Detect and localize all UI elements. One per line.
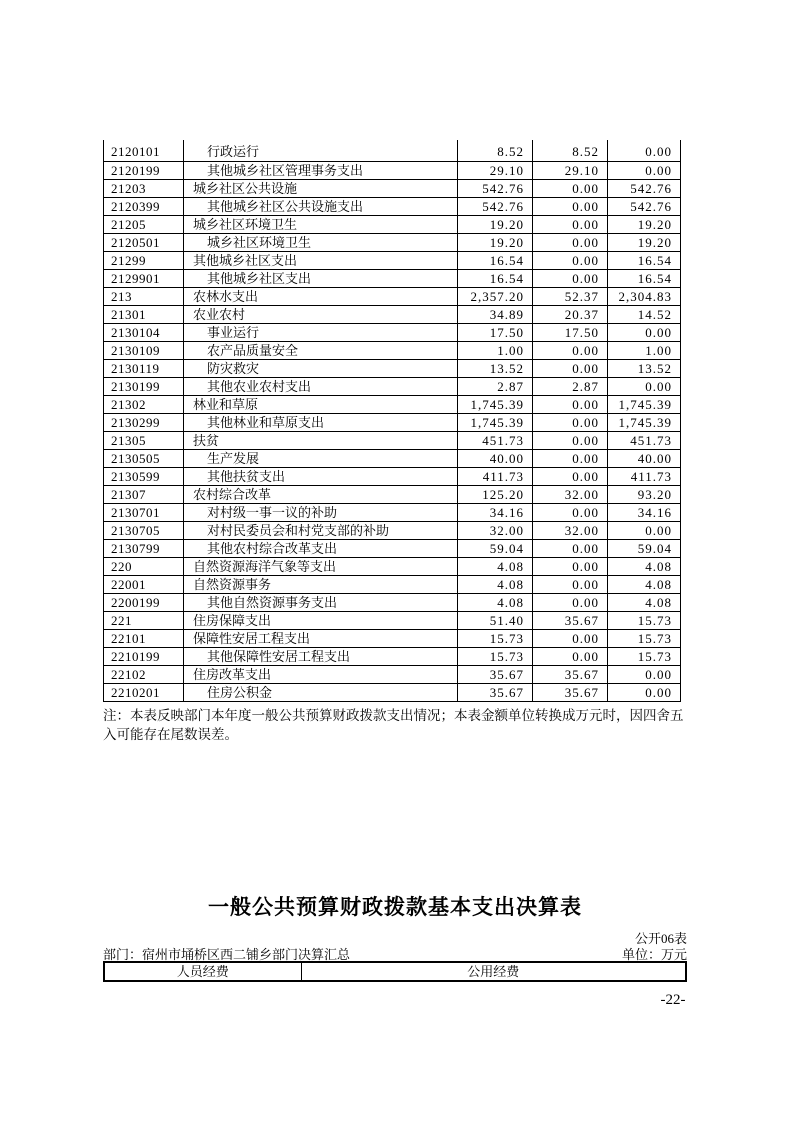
budget-code: 2129901 xyxy=(104,270,184,288)
amount-col1: 542.76 xyxy=(458,198,533,216)
amount-col2: 0.00 xyxy=(533,648,608,666)
budget-code: 2130799 xyxy=(104,540,184,558)
table-note: 注：本表反映部门本年度一般公共预算财政拨款支出情况；本表金额单位转换成万元时，因四舍五入可能存在尾数误差。 xyxy=(103,708,684,742)
table-row xyxy=(104,504,681,522)
amount-col2: 0.00 xyxy=(533,450,608,468)
amount-col1: 8.52 xyxy=(458,140,533,162)
budget-item-name: 住房改革支出 xyxy=(184,666,458,684)
amount-col3: 4.08 xyxy=(608,576,681,594)
budget-item-name: 农业农村 xyxy=(184,306,458,324)
table-row xyxy=(104,558,681,576)
amount-col1: 15.73 xyxy=(458,630,533,648)
budget-item-name: 其他城乡社区公共设施支出 xyxy=(184,198,458,216)
amount-col1: 19.20 xyxy=(458,216,533,234)
amount-col2: 2.87 xyxy=(533,378,608,396)
amount-col1: 19.20 xyxy=(458,234,533,252)
header-personnel-funds: 人员经费 xyxy=(104,962,301,981)
budget-table-body xyxy=(104,140,681,702)
table-row xyxy=(104,522,681,540)
amount-col2: 0.00 xyxy=(533,180,608,198)
budget-code: 21203 xyxy=(104,180,184,198)
table-row xyxy=(104,594,681,612)
amount-col3: 19.20 xyxy=(608,234,681,252)
amount-col1: 17.50 xyxy=(458,324,533,342)
amount-col1: 1.00 xyxy=(458,342,533,360)
budget-code: 22102 xyxy=(104,666,184,684)
amount-col2: 17.50 xyxy=(533,324,608,342)
amount-col1: 59.04 xyxy=(458,540,533,558)
amount-col1: 542.76 xyxy=(458,180,533,198)
budget-item-name: 住房保障支出 xyxy=(184,612,458,630)
amount-col2: 32.00 xyxy=(533,522,608,540)
amount-col2: 0.00 xyxy=(533,216,608,234)
amount-col3: 15.73 xyxy=(608,648,681,666)
amount-col3: 0.00 xyxy=(608,684,681,702)
table-row xyxy=(104,468,681,486)
header-public-funds: 公用经费 xyxy=(301,962,686,981)
table-row xyxy=(104,684,681,702)
budget-code: 21205 xyxy=(104,216,184,234)
amount-col1: 4.08 xyxy=(458,576,533,594)
amount-col3: 451.73 xyxy=(608,432,681,450)
amount-col2: 52.37 xyxy=(533,288,608,306)
amount-col3: 1.00 xyxy=(608,342,681,360)
budget-code: 2130299 xyxy=(104,414,184,432)
table-code-label: 公开06表 xyxy=(634,931,687,946)
budget-code: 2130705 xyxy=(104,522,184,540)
table-row xyxy=(104,396,681,414)
budget-item-name: 事业运行 xyxy=(184,324,458,342)
table-row xyxy=(104,324,681,342)
amount-col1: 411.73 xyxy=(458,468,533,486)
table-row xyxy=(104,630,681,648)
budget-code: 2130119 xyxy=(104,360,184,378)
budget-item-name: 其他扶贫支出 xyxy=(184,468,458,486)
table-row xyxy=(104,540,681,558)
table-row xyxy=(104,450,681,468)
budget-code: 220 xyxy=(104,558,184,576)
table-row xyxy=(104,252,681,270)
header-row xyxy=(104,962,686,981)
amount-col1: 35.67 xyxy=(458,666,533,684)
budget-item-name: 自然资源海洋气象等支出 xyxy=(184,558,458,576)
table-row xyxy=(104,432,681,450)
amount-col1: 125.20 xyxy=(458,486,533,504)
amount-col1: 451.73 xyxy=(458,432,533,450)
amount-col2: 0.00 xyxy=(533,504,608,522)
amount-col3: 0.00 xyxy=(608,522,681,540)
amount-col2: 35.67 xyxy=(533,684,608,702)
amount-col2: 0.00 xyxy=(533,594,608,612)
amount-col2: 0.00 xyxy=(533,396,608,414)
budget-item-name: 其他自然资源事务支出 xyxy=(184,594,458,612)
amount-col1: 35.67 xyxy=(458,684,533,702)
amount-col3: 0.00 xyxy=(608,378,681,396)
budget-item-name: 其他城乡社区管理事务支出 xyxy=(184,162,458,180)
amount-col1: 32.00 xyxy=(458,522,533,540)
table-row xyxy=(104,576,681,594)
amount-col1: 15.73 xyxy=(458,648,533,666)
amount-col2: 20.37 xyxy=(533,306,608,324)
budget-item-name: 城乡社区环境卫生 xyxy=(184,216,458,234)
amount-col3: 0.00 xyxy=(608,162,681,180)
amount-col2: 0.00 xyxy=(533,432,608,450)
table-row xyxy=(104,216,681,234)
table-row xyxy=(104,360,681,378)
amount-col2: 32.00 xyxy=(533,486,608,504)
amount-col3: 14.52 xyxy=(608,306,681,324)
budget-item-name: 住房公积金 xyxy=(184,684,458,702)
budget-code: 213 xyxy=(104,288,184,306)
budget-code: 21302 xyxy=(104,396,184,414)
amount-col3: 16.54 xyxy=(608,270,681,288)
amount-col1: 1,745.39 xyxy=(458,414,533,432)
page-number: -22- xyxy=(660,992,686,1008)
budget-item-name: 保障性安居工程支出 xyxy=(184,630,458,648)
budget-item-name: 对村民委员会和村党支部的补助 xyxy=(184,522,458,540)
table-row xyxy=(104,140,681,162)
budget-code: 221 xyxy=(104,612,184,630)
budget-code: 21299 xyxy=(104,252,184,270)
budget-code: 2200199 xyxy=(104,594,184,612)
amount-col1: 29.10 xyxy=(458,162,533,180)
table-row xyxy=(104,306,681,324)
budget-item-name: 对村级一事一议的补助 xyxy=(184,504,458,522)
budget-item-name: 防灾救灾 xyxy=(184,360,458,378)
budget-item-name: 其他林业和草原支出 xyxy=(184,414,458,432)
budget-code: 21305 xyxy=(104,432,184,450)
amount-col2: 0.00 xyxy=(533,234,608,252)
budget-item-name: 城乡社区公共设施 xyxy=(184,180,458,198)
budget-code: 2210201 xyxy=(104,684,184,702)
table-row xyxy=(104,270,681,288)
amount-col2: 8.52 xyxy=(533,140,608,162)
budget-item-name: 林业和草原 xyxy=(184,396,458,414)
amount-col1: 16.54 xyxy=(458,270,533,288)
amount-col2: 0.00 xyxy=(533,540,608,558)
budget-item-name: 农村综合改革 xyxy=(184,486,458,504)
amount-col2: 0.00 xyxy=(533,576,608,594)
amount-col1: 4.08 xyxy=(458,594,533,612)
amount-col1: 34.89 xyxy=(458,306,533,324)
amount-col3: 2,304.83 xyxy=(608,288,681,306)
amount-col2: 0.00 xyxy=(533,252,608,270)
amount-col1: 40.00 xyxy=(458,450,533,468)
amount-col2: 29.10 xyxy=(533,162,608,180)
budget-code: 2130701 xyxy=(104,504,184,522)
unit-label: 单位：万元 xyxy=(621,947,687,962)
amount-col2: 0.00 xyxy=(533,558,608,576)
amount-col3: 93.20 xyxy=(608,486,681,504)
amount-col3: 19.20 xyxy=(608,216,681,234)
amount-col3: 0.00 xyxy=(608,666,681,684)
amount-col3: 1,745.39 xyxy=(608,396,681,414)
budget-item-name: 农林水支出 xyxy=(184,288,458,306)
amount-col1: 2,357.20 xyxy=(458,288,533,306)
table-row xyxy=(104,378,681,396)
amount-col1: 1,745.39 xyxy=(458,396,533,414)
budget-code: 21301 xyxy=(104,306,184,324)
amount-col1: 16.54 xyxy=(458,252,533,270)
amount-col2: 0.00 xyxy=(533,198,608,216)
table-row xyxy=(104,162,681,180)
amount-col2: 0.00 xyxy=(533,468,608,486)
amount-col1: 13.52 xyxy=(458,360,533,378)
amount-col3: 1,745.39 xyxy=(608,414,681,432)
budget-item-name: 扶贫 xyxy=(184,432,458,450)
amount-col2: 0.00 xyxy=(533,342,608,360)
amount-col2: 0.00 xyxy=(533,360,608,378)
amount-col1: 2.87 xyxy=(458,378,533,396)
amount-col2: 0.00 xyxy=(533,414,608,432)
budget-code: 2120101 xyxy=(104,140,184,162)
amount-col2: 35.67 xyxy=(533,612,608,630)
budget-code: 2210199 xyxy=(104,648,184,666)
budget-code: 2130104 xyxy=(104,324,184,342)
amount-col3: 15.73 xyxy=(608,630,681,648)
table-row xyxy=(104,414,681,432)
budget-item-name: 其他保障性安居工程支出 xyxy=(184,648,458,666)
table-row xyxy=(104,486,681,504)
budget-expenditure-table xyxy=(103,140,681,702)
budget-code: 2130199 xyxy=(104,378,184,396)
amount-col3: 542.76 xyxy=(608,180,681,198)
budget-code: 22001 xyxy=(104,576,184,594)
budget-code: 2130109 xyxy=(104,342,184,360)
table-row xyxy=(104,666,681,684)
table-row xyxy=(104,612,681,630)
table-row xyxy=(104,648,681,666)
basic-expenditure-header-table xyxy=(103,961,687,982)
amount-col1: 51.40 xyxy=(458,612,533,630)
amount-col3: 16.54 xyxy=(608,252,681,270)
budget-item-name: 农产品质量安全 xyxy=(184,342,458,360)
table-row xyxy=(104,234,681,252)
budget-item-name: 自然资源事务 xyxy=(184,576,458,594)
amount-col3: 59.04 xyxy=(608,540,681,558)
budget-item-name: 行政运行 xyxy=(184,140,458,162)
amount-col3: 40.00 xyxy=(608,450,681,468)
amount-col1: 4.08 xyxy=(458,558,533,576)
amount-col2: 35.67 xyxy=(533,666,608,684)
amount-col3: 4.08 xyxy=(608,558,681,576)
table-row xyxy=(104,288,681,306)
budget-code: 2120501 xyxy=(104,234,184,252)
amount-col3: 0.00 xyxy=(608,324,681,342)
budget-code: 22101 xyxy=(104,630,184,648)
budget-item-name: 生产发展 xyxy=(184,450,458,468)
table-row xyxy=(104,180,681,198)
amount-col2: 0.00 xyxy=(533,270,608,288)
budget-code: 2120199 xyxy=(104,162,184,180)
budget-item-name: 其他城乡社区支出 xyxy=(184,252,458,270)
budget-code: 2130505 xyxy=(104,450,184,468)
budget-code: 2130599 xyxy=(104,468,184,486)
amount-col3: 15.73 xyxy=(608,612,681,630)
table-row xyxy=(104,342,681,360)
amount-col1: 34.16 xyxy=(458,504,533,522)
section-title: 一般公共预算财政拨款基本支出决算表 xyxy=(208,896,582,919)
table-row xyxy=(104,198,681,216)
budget-item-name: 城乡社区环境卫生 xyxy=(184,234,458,252)
amount-col2: 0.00 xyxy=(533,630,608,648)
budget-item-name: 其他农业农村支出 xyxy=(184,378,458,396)
budget-item-name: 其他农村综合改革支出 xyxy=(184,540,458,558)
amount-col3: 13.52 xyxy=(608,360,681,378)
amount-col3: 34.16 xyxy=(608,504,681,522)
department-label: 部门：宿州市埇桥区西二铺乡部门决算汇总 xyxy=(103,947,351,962)
amount-col3: 4.08 xyxy=(608,594,681,612)
budget-item-name: 其他城乡社区支出 xyxy=(184,270,458,288)
budget-code: 21307 xyxy=(104,486,184,504)
budget-code: 2120399 xyxy=(104,198,184,216)
amount-col3: 542.76 xyxy=(608,198,681,216)
amount-col3: 411.73 xyxy=(608,468,681,486)
amount-col3: 0.00 xyxy=(608,140,681,162)
